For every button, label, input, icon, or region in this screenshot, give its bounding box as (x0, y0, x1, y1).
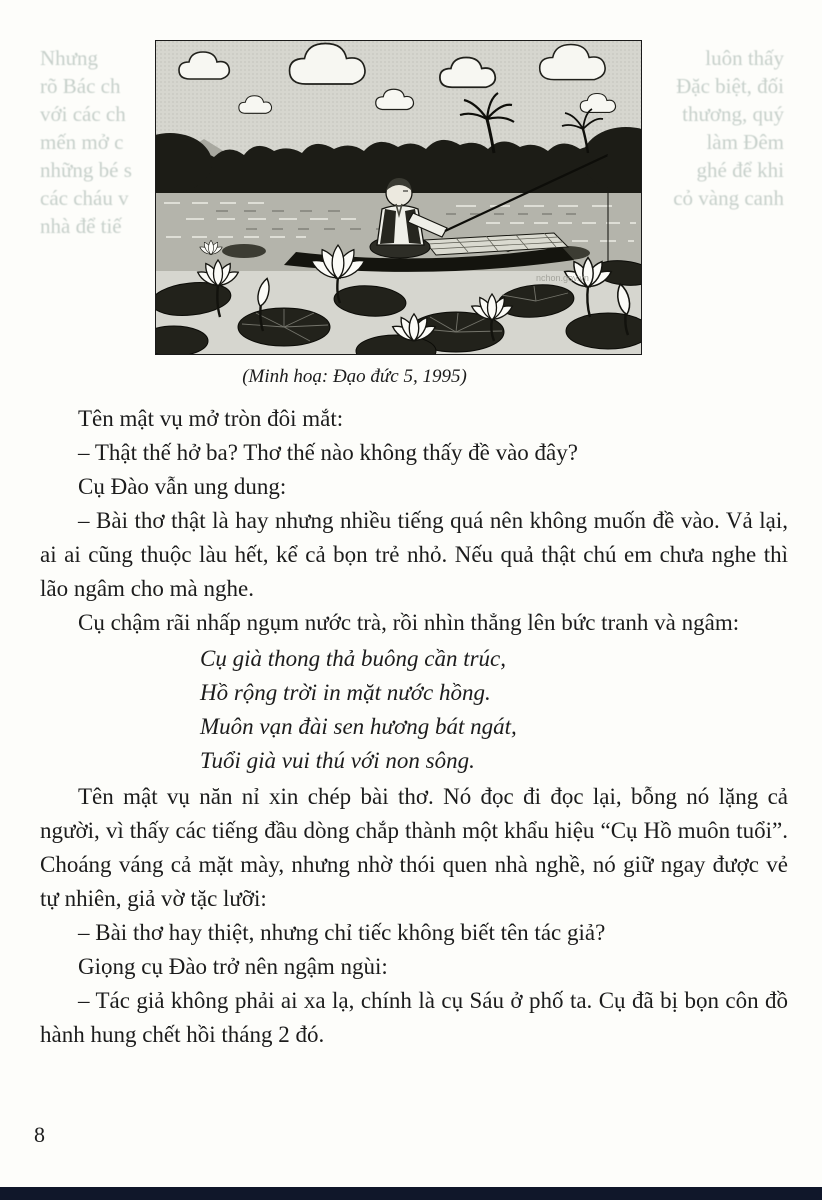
ghost-fragment: với các ch (40, 102, 126, 126)
ghost-fragment: nhà để tiế (40, 214, 122, 238)
ghost-fragment: rõ Bác ch (40, 74, 121, 98)
ghost-fragment: làm Đêm (706, 130, 784, 154)
ghost-fragment: cỏ vàng canh (673, 186, 784, 210)
paragraph: – Bài thơ thật là hay nhưng nhiều tiếng quá nên không muốn đề vào. Vả lại, ai ai cũng thuộc làu hết, kể cả bọn trẻ nhỏ. Nếu quả thật chú em chưa nghe thì lão ngâm cho mà nghe. (40, 508, 788, 601)
ghost-fragment: Đặc biệt, đối (676, 74, 784, 98)
ghost-fragment: ghé để khi (696, 158, 784, 182)
paragraph: Giọng cụ Đào trở nên ngậm ngùi: (78, 954, 388, 979)
paragraph: Cụ Đào vẫn ung dung: (78, 474, 287, 499)
bottom-edge-bar (0, 1187, 822, 1200)
poem-line: Tuổi già vui thú với non sông. (200, 748, 475, 773)
watermark-text: nchon.gov.vn (536, 273, 589, 283)
paragraph: – Tác giả không phải ai xa lạ, chính là cụ Sáu ở phố ta. Cụ đã bị bọn côn đồ hành hung chết hồi tháng 2 đó. (40, 988, 788, 1047)
ghost-fragment: các cháu v (40, 186, 129, 210)
paragraph: Cụ chậm rãi nhấp ngụm nước trà, rồi nhìn thẳng lên bức tranh và ngâm: (78, 610, 740, 635)
illustration-caption: (Minh hoạ: Đạo đức 5, 1995) (242, 366, 467, 387)
ghost-fragment: những bé s (40, 158, 132, 182)
poem-line: Cụ già thong thả buông cần trúc, (200, 646, 507, 671)
ghost-fragment: luôn thấy (705, 46, 784, 70)
story-text (40, 402, 788, 1052)
ghost-fragment: thương, quý (682, 102, 784, 126)
poem-line: Hồ rộng trời in mặt nước hồng. (200, 680, 491, 705)
ghost-fragment: mến mở c (40, 130, 124, 154)
poem (200, 642, 788, 778)
paragraph: – Bài thơ hay thiệt, nhưng chỉ tiếc không biết tên tác giả? (78, 920, 606, 945)
paragraph: – Thật thế hở ba? Thơ thế nào không thấy đề vào đây? (78, 440, 578, 465)
poem-line: Muôn vạn đài sen hương bát ngát, (200, 714, 517, 739)
paragraph: Tên mật vụ năn nỉ xin chép bài thơ. Nó đọc đi đọc lại, bỗng nó lặng cả người, vì thấy các tiếng đầu dòng chắp thành một khẩu hiệu “Cụ Hồ muôn tuổi”. Choáng váng cả mặt mày, nhưng nhờ thói quen nhà nghề, nó giữ ngay được vẻ tự nhiên, giả vờ tặc lưỡi: (40, 784, 788, 911)
fishing-illustration (156, 41, 641, 354)
paragraph: Tên mật vụ mở tròn đôi mắt: (78, 406, 344, 431)
illustration-frame (155, 40, 642, 355)
ghost-fragment: Nhưng (40, 46, 99, 70)
page-number: 8 (34, 1122, 45, 1147)
